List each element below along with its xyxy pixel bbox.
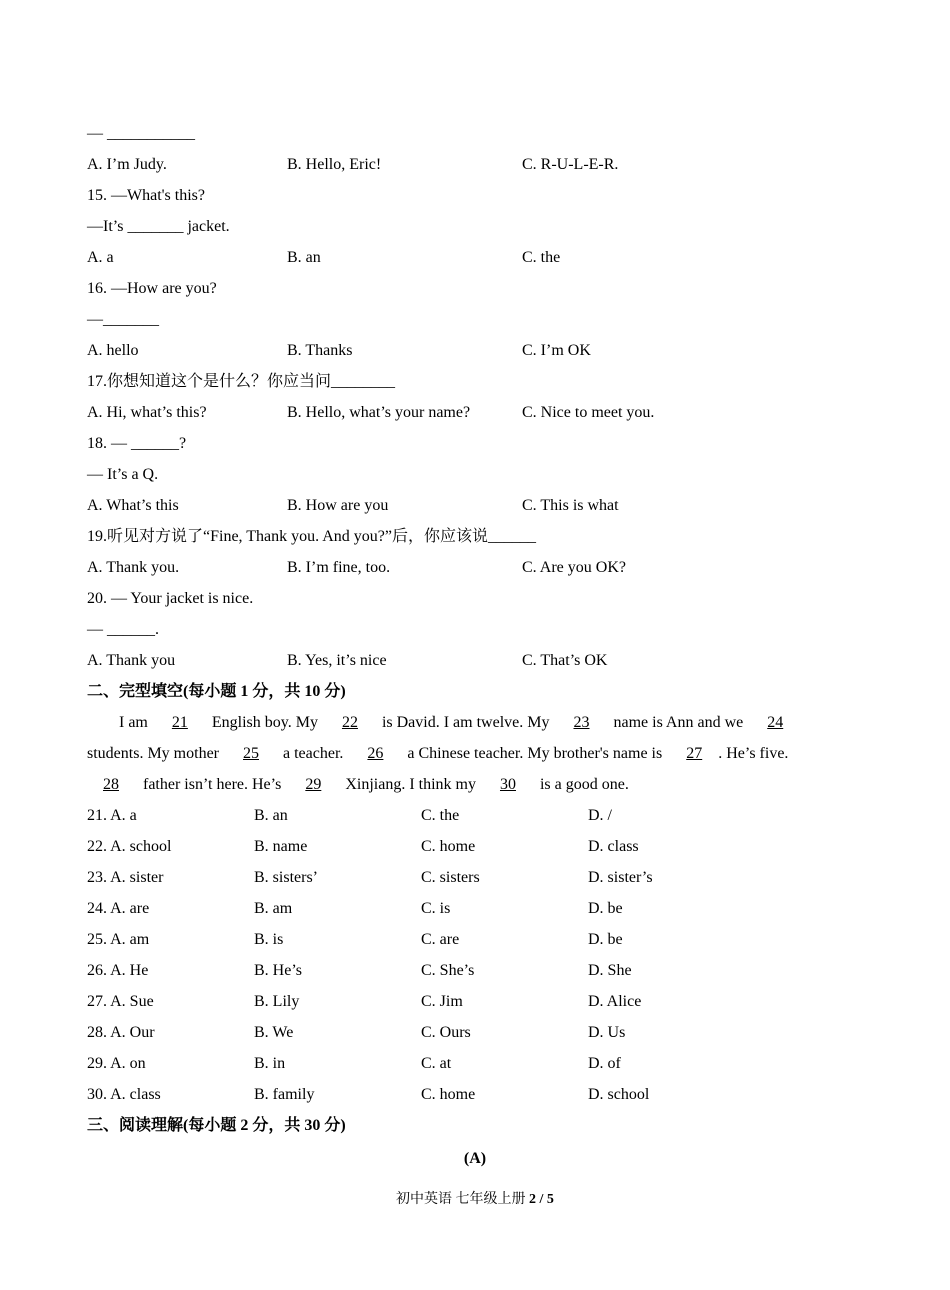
cloze-option-d: D. school (588, 1086, 650, 1103)
cloze-option-b: B. He’s (254, 962, 302, 979)
passage-text: English boy. My (211, 714, 318, 731)
passage-text: name is Ann and we (613, 714, 744, 731)
cloze-option-d: D. Alice (588, 993, 642, 1010)
q18-option-c: C. This is what (522, 497, 619, 514)
cloze-option-d: D. sister’s (588, 869, 653, 886)
cloze-option-b: B. We (254, 1024, 294, 1041)
reading-passage-label: (A) (463, 1150, 487, 1167)
q17-question: 17.你想知道这个是什么？你应当问________ (87, 373, 396, 390)
cloze-option-c: C. She’s (421, 962, 475, 979)
cloze-option-a: 26. A. He (87, 962, 149, 979)
cloze-option-d: D. class (588, 838, 639, 855)
page-footer (0, 1189, 950, 1211)
q18-question: 18. — ______? (87, 435, 187, 452)
passage-text: a teacher. (283, 745, 344, 762)
q16-option-c: C. I’m OK (522, 342, 591, 359)
passage-line-3 (87, 774, 629, 796)
passage-text: a Chinese teacher. My brother's name is (407, 745, 663, 762)
q14-answer-line: — ___________ (87, 125, 195, 142)
passage-text: Xinjiang. I think my (345, 776, 476, 793)
cloze-option-c: C. at (421, 1055, 452, 1072)
cloze-option-b: B. Lily (254, 993, 300, 1010)
q15-question: 15. —What's this? (87, 187, 205, 204)
q19-option-a: A. Thank you. (87, 559, 180, 576)
cloze-option-a: 22. A. school (87, 838, 172, 855)
blank-23: 23 (573, 714, 590, 731)
blank-25: 25 (243, 745, 259, 762)
q17-option-b: B. Hello, what’s your name? (287, 404, 471, 421)
cloze-option-c: C. home (421, 1086, 476, 1103)
blank-26: 26 (367, 745, 384, 762)
cloze-option-a: 24. A. are (87, 900, 150, 917)
passage-line-1 (119, 712, 803, 734)
cloze-option-a: 25. A. am (87, 931, 150, 948)
cloze-option-c: C. Jim (421, 993, 463, 1010)
section-3-heading: 三、阅读理解(每小题 2 分，共 30 分) (87, 1117, 346, 1134)
cloze-option-a: 30. A. class (87, 1086, 161, 1103)
q16-option-a: A. hello (87, 342, 139, 359)
blank-24: 24 (767, 714, 784, 731)
cloze-option-d: D. Us (588, 1024, 626, 1041)
cloze-option-b: B. an (254, 807, 288, 824)
cloze-option-c: C. Ours (421, 1024, 471, 1041)
cloze-option-d: D. / (588, 807, 612, 824)
cloze-option-d: D. be (588, 931, 623, 948)
q14-option-b: B. Hello, Eric! (287, 156, 382, 173)
q18-option-b: B. How are you (287, 497, 389, 514)
q17-option-a: A. Hi, what’s this? (87, 404, 207, 421)
cloze-option-b: B. sisters’ (254, 869, 318, 886)
cloze-option-d: D. be (588, 900, 623, 917)
cloze-option-b: B. is (254, 931, 284, 948)
q20-option-c: C. That’s OK (522, 652, 608, 669)
cloze-option-c: C. the (421, 807, 460, 824)
q16-answer-line: —_______ (87, 311, 159, 328)
cloze-option-a: 27. A. Sue (87, 993, 154, 1010)
passage-text: father isn’t here. He’s (143, 776, 282, 793)
blank-22: 22 (341, 714, 358, 731)
q15-option-a: A. a (87, 249, 114, 266)
cloze-option-b: B. am (254, 900, 293, 917)
passage-text: is a good one. (539, 776, 629, 793)
cloze-option-a: 21. A. a (87, 807, 137, 824)
cloze-option-b: B. in (254, 1055, 286, 1072)
passage-text: . He’s five. (718, 745, 789, 762)
footer-text: 初中英语 七年级上册 (396, 1192, 530, 1207)
cloze-option-b: B. family (254, 1086, 315, 1103)
page-number: 2 / 5 (529, 1192, 554, 1207)
cloze-option-c: C. are (421, 931, 460, 948)
cloze-option-d: D. of (588, 1055, 621, 1072)
section-2-heading: 二、完型填空(每小题 1 分，共 10 分) (87, 683, 346, 700)
q15-answer-line: —It’s _______ jacket. (87, 218, 230, 235)
cloze-option-c: C. home (421, 838, 476, 855)
q17-option-c: C. Nice to meet you. (522, 404, 655, 421)
q18-option-a: A. What’s this (87, 497, 179, 514)
blank-28: 28 (103, 776, 119, 793)
q14-option-c: C. R-U-L-E-R. (522, 156, 619, 173)
blank-30: 30 (499, 776, 516, 793)
q20-answer-line: — ______. (87, 621, 159, 638)
blank-29: 29 (305, 776, 322, 793)
q20-option-a: A. Thank you (87, 652, 176, 669)
passage-line-2 (87, 743, 788, 765)
cloze-option-c: C. sisters (421, 869, 480, 886)
cloze-option-a: 23. A. sister (87, 869, 164, 886)
passage-text: is David. I am twelve. My (381, 714, 550, 731)
cloze-option-a: 28. A. Our (87, 1024, 155, 1041)
cloze-option-b: B. name (254, 838, 308, 855)
blank-21: 21 (171, 714, 188, 731)
cloze-option-a: 29. A. on (87, 1055, 146, 1072)
q18-answer-line: — It’s a Q. (87, 466, 159, 483)
q19-option-c: C. Are you OK? (522, 559, 626, 576)
q16-option-b: B. Thanks (287, 342, 353, 359)
q19-option-b: B. I’m fine, too. (287, 559, 391, 576)
q16-question: 16. —How are you? (87, 280, 217, 297)
cloze-option-d: D. She (588, 962, 632, 979)
q14-option-a: A. I’m Judy. (87, 156, 167, 173)
q20-question: 20. — Your jacket is nice. (87, 590, 254, 607)
q15-option-b: B. an (287, 249, 321, 266)
passage-text: students. My mother (87, 745, 219, 762)
q15-option-c: C. the (522, 249, 561, 266)
q20-option-b: B. Yes, it’s nice (287, 652, 387, 669)
passage-text: I am (119, 714, 148, 731)
cloze-option-c: C. is (421, 900, 451, 917)
blank-27: 27 (686, 745, 703, 762)
q19-question: 19.听见对方说了“Fine, Thank you. And you?”后，你应该说______ (87, 528, 537, 545)
